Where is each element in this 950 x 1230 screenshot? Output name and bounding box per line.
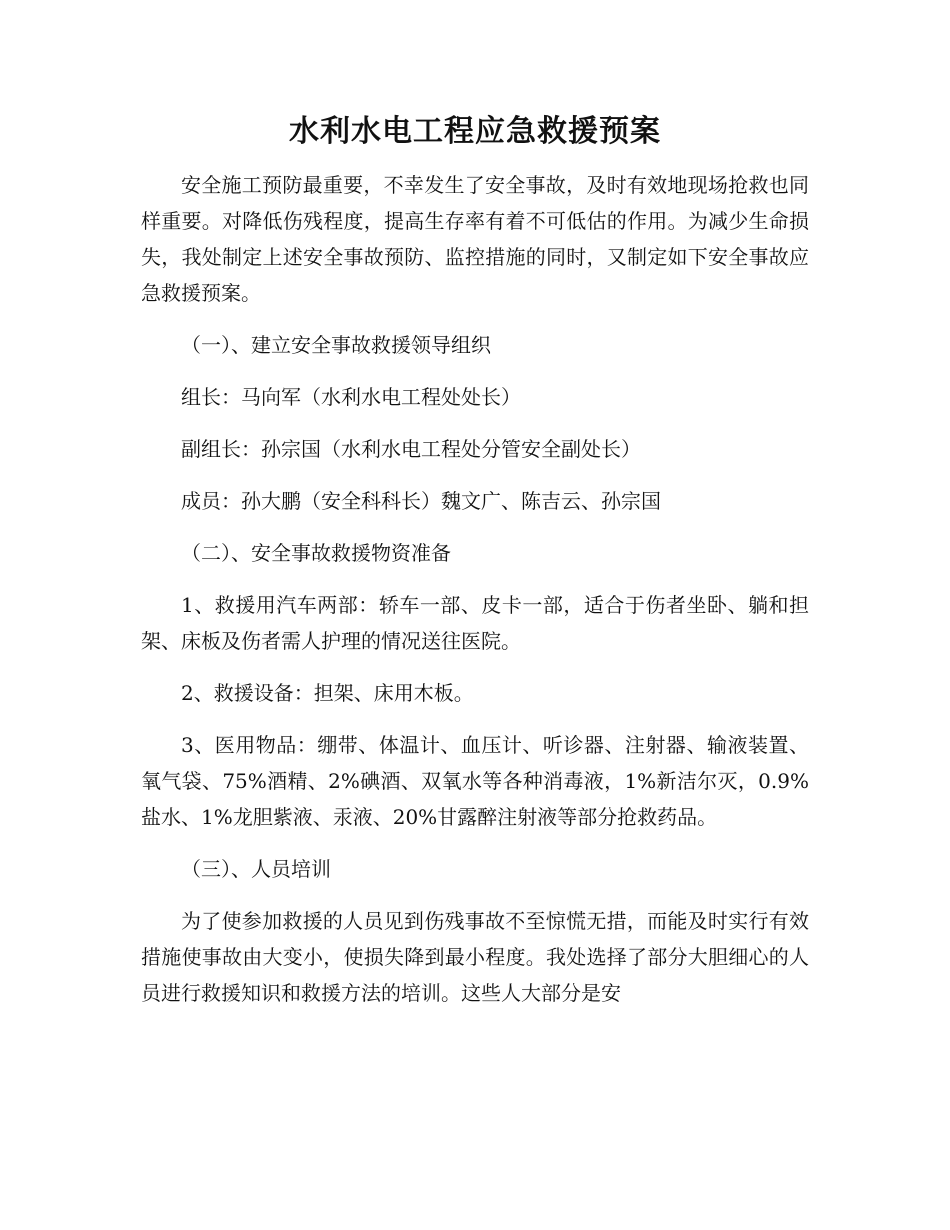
team-leader-line: 组长：马向军（水利水电工程处处长） [181,385,521,409]
document-page [141,108,809,1011]
deputy-leader-line: 副组长：孙宗国（水利水电工程处分管安全副处长） [181,437,641,461]
training-paragraph: 为了使参加救援的人员见到伤残事故不至惊慌无措，而能及时实行有效措施使事故由大变小，使损失降到最小程度。我处选择了部分大胆细心的人员进行救援知识和救援方法的培训。这些人大部分是安 [141,909,809,1005]
supplies-item-1: 1、救援用汽车两部：轿车一部、皮卡一部，适合于伤者坐卧、躺和担架、床板及伤者需人护理的情况送往医院。 [141,593,809,653]
section-2-heading: （二）、安全事故救援物资准备 [181,541,451,565]
intro-paragraph: 安全施工预防最重要，不幸发生了安全事故，及时有效地现场抢救也同样重要。对降低伤残程度，提高生存率有着不可低估的作用。为减少生命损失，我处制定上述安全事故预防、监控措施的同时，又制定如下安全事故应急救援预案。 [141,173,809,305]
document-title: 水利水电工程应急救援预案 [289,114,661,149]
supplies-item-3: 3、医用物品：绷带、体温计、血压计、听诊器、注射器、输液装置、氧气袋、75%酒精、2%碘酒、双氧水等各种消毒液，1%新洁尔灭，0.9%盐水、1%龙胆紫液、汞液、20%甘露醉注射液等部分抢救药品。 [141,733,809,829]
team-members-line: 成员：孙大鹏（安全科科长）魏文广、陈吉云、孙宗国 [181,489,661,513]
supplies-item-2: 2、救援设备：担架、床用木板。 [181,681,474,705]
section-1-heading: （一）、建立安全事故救援领导组织 [181,333,491,357]
section-3-heading: （三）、人员培训 [181,857,331,881]
